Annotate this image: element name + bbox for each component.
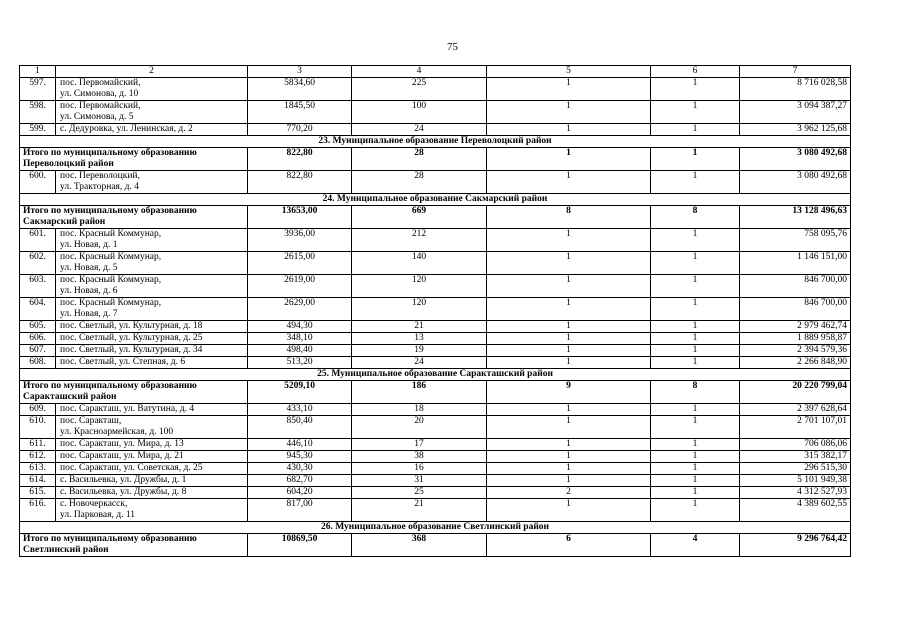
- row-number: 602.: [20, 252, 56, 275]
- cell-line: ул. Парковая, д. 11: [60, 510, 135, 520]
- cost-cell: 5 101 949,38: [740, 475, 851, 487]
- address-cell: [56, 463, 248, 475]
- cell-line: пос. Красный Коммунар,: [60, 275, 162, 285]
- count-cell: 1: [651, 345, 740, 357]
- area-cell: 2629,00: [248, 298, 352, 321]
- address-cell: [56, 345, 248, 357]
- table-row: [20, 487, 851, 499]
- area-cell: 430,30: [248, 463, 352, 475]
- cell-line: пос. Светлый, ул. Культурная, д. 34: [60, 345, 203, 355]
- count-cell: 1: [487, 416, 651, 439]
- page-number: 75: [447, 41, 458, 53]
- cost-cell: 2 394 579,36: [740, 345, 851, 357]
- table-row: [20, 439, 851, 451]
- area-cell: 13653,00: [248, 206, 352, 229]
- residents-cell: 20: [352, 416, 487, 439]
- header-cell: 4: [352, 66, 487, 78]
- cost-cell: 1 146 151,00: [740, 252, 851, 275]
- count-cell: 1: [651, 298, 740, 321]
- address-cell: [56, 487, 248, 499]
- cost-cell: 2 979 462,74: [740, 321, 851, 333]
- cell-line: Сакмарский район: [23, 217, 106, 227]
- count-cell: 1: [651, 78, 740, 101]
- table-row: [20, 475, 851, 487]
- count-cell: 1: [487, 357, 651, 369]
- area-cell: 10869,50: [248, 534, 352, 557]
- row-number: 604.: [20, 298, 56, 321]
- cell-line: пос. Саракташ, ул. Советская, д. 25: [60, 463, 203, 473]
- count-cell: 1: [651, 487, 740, 499]
- cost-cell: 20 220 799,04: [740, 381, 851, 404]
- table-row: [20, 124, 851, 136]
- cell-line: Переволоцкий район: [23, 159, 114, 169]
- table-row: [20, 252, 851, 275]
- cost-cell: 1 889 958,87: [740, 333, 851, 345]
- residents-cell: 16: [352, 463, 487, 475]
- area-cell: 433,10: [248, 404, 352, 416]
- residents-cell: 186: [352, 381, 487, 404]
- count-cell: 1: [487, 78, 651, 101]
- area-cell: 822,80: [248, 148, 352, 171]
- header-cell: 5: [487, 66, 651, 78]
- row-number: 599.: [20, 124, 56, 136]
- table-row: [20, 101, 851, 124]
- cell-line: ул. Красноармейская, д. 100: [60, 427, 174, 437]
- residents-cell: 120: [352, 275, 487, 298]
- residents-cell: 25: [352, 487, 487, 499]
- cost-cell: 3 094 387,27: [740, 101, 851, 124]
- area-cell: 770,20: [248, 124, 352, 136]
- total-row: [20, 534, 851, 557]
- address-cell: [56, 333, 248, 345]
- cost-cell: 2 701 107,01: [740, 416, 851, 439]
- section-header-row: [20, 522, 851, 534]
- area-cell: 494,30: [248, 321, 352, 333]
- row-number: 613.: [20, 463, 56, 475]
- row-number: 603.: [20, 275, 56, 298]
- cell-line: пос. Красный Коммунар,: [60, 229, 162, 239]
- count-cell: 1: [487, 171, 651, 194]
- residents-cell: 18: [352, 404, 487, 416]
- total-label: [20, 534, 248, 557]
- address-cell: [56, 171, 248, 194]
- cell-line: пос. Красный Коммунар,: [60, 252, 162, 262]
- cell-line: пос. Саракташ,: [60, 416, 122, 426]
- table-row: [20, 463, 851, 475]
- cost-cell: 3 080 492,68: [740, 171, 851, 194]
- count-cell: 1: [487, 333, 651, 345]
- row-number: 612.: [20, 451, 56, 463]
- cell-line: ул. Новая, д. 7: [60, 309, 118, 319]
- cell-line: ул. Новая, д. 5: [60, 263, 118, 273]
- count-cell: 1: [651, 148, 740, 171]
- residents-cell: 24: [352, 357, 487, 369]
- address-cell: [56, 275, 248, 298]
- cell-line: с. Новочеркасск,: [60, 499, 128, 509]
- count-cell: 8: [487, 206, 651, 229]
- total-label: [20, 148, 248, 171]
- total-row: [20, 148, 851, 171]
- cell-line: пос. Светлый, ул. Культурная, д. 25: [60, 333, 203, 343]
- cell-line: пос. Первомайский,: [60, 78, 141, 88]
- address-cell: [56, 439, 248, 451]
- cost-cell: 9 296 764,42: [740, 534, 851, 557]
- section-title: 23. Муниципальное образование Переволоцкий район: [20, 136, 851, 148]
- count-cell: 9: [487, 381, 651, 404]
- count-cell: 1: [651, 321, 740, 333]
- count-cell: 1: [487, 439, 651, 451]
- residents-cell: 38: [352, 451, 487, 463]
- area-cell: 5834,60: [248, 78, 352, 101]
- cell-line: ул. Новая, д. 6: [60, 286, 118, 296]
- cost-cell: 706 086,06: [740, 439, 851, 451]
- address-cell: [56, 357, 248, 369]
- address-cell: [56, 499, 248, 522]
- row-number: 615.: [20, 487, 56, 499]
- cell-line: Итого по муниципальному образованию: [23, 148, 197, 158]
- header-cell: 7: [740, 66, 851, 78]
- cell-line: Итого по муниципальному образованию: [23, 206, 197, 216]
- address-cell: [56, 451, 248, 463]
- cell-line: пос. Светлый, ул. Культурная, д. 18: [60, 321, 203, 331]
- area-cell: 446,10: [248, 439, 352, 451]
- cell-line: Итого по муниципальному образованию: [23, 381, 197, 391]
- address-cell: [56, 252, 248, 275]
- cost-cell: 2 397 628,64: [740, 404, 851, 416]
- count-cell: 1: [651, 404, 740, 416]
- count-cell: 1: [651, 333, 740, 345]
- cell-line: ул. Новая, д. 1: [60, 240, 118, 250]
- row-number: 611.: [20, 439, 56, 451]
- residents-cell: 19: [352, 345, 487, 357]
- address-cell: [56, 404, 248, 416]
- cell-line: Саракташский район: [23, 392, 117, 402]
- count-cell: 1: [651, 275, 740, 298]
- table-row: [20, 357, 851, 369]
- total-row: [20, 206, 851, 229]
- header-cell: 3: [248, 66, 352, 78]
- count-cell: 1: [487, 451, 651, 463]
- area-cell: 945,30: [248, 451, 352, 463]
- section-header-row: [20, 136, 851, 148]
- count-cell: 1: [651, 124, 740, 136]
- count-cell: 1: [487, 463, 651, 475]
- cell-line: Итого по муниципальному образованию: [23, 534, 197, 544]
- address-cell: [56, 101, 248, 124]
- cell-line: ул. Тракторная, д. 4: [60, 182, 140, 192]
- section-title: 24. Муниципальное образование Сакмарский район: [20, 194, 851, 206]
- cell-line: Светлинский район: [23, 545, 109, 555]
- count-cell: 1: [487, 345, 651, 357]
- count-cell: 1: [651, 101, 740, 124]
- cost-cell: 315 382,17: [740, 451, 851, 463]
- cost-cell: 758 095,76: [740, 229, 851, 252]
- housing-table: [19, 65, 851, 557]
- cost-cell: 296 515,30: [740, 463, 851, 475]
- area-cell: 3936,00: [248, 229, 352, 252]
- count-cell: 1: [487, 101, 651, 124]
- area-cell: 5209,10: [248, 381, 352, 404]
- area-cell: 682,70: [248, 475, 352, 487]
- count-cell: 1: [651, 451, 740, 463]
- total-row: [20, 381, 851, 404]
- area-cell: 513,20: [248, 357, 352, 369]
- area-cell: 817,00: [248, 499, 352, 522]
- table-row: [20, 321, 851, 333]
- count-cell: 1: [651, 357, 740, 369]
- table-row: [20, 275, 851, 298]
- count-cell: 1: [651, 499, 740, 522]
- row-number: 606.: [20, 333, 56, 345]
- address-cell: [56, 321, 248, 333]
- area-cell: 498,40: [248, 345, 352, 357]
- cell-line: пос. Саракташ, ул. Ватутина, д. 4: [60, 404, 195, 414]
- area-cell: 822,80: [248, 171, 352, 194]
- residents-cell: 669: [352, 206, 487, 229]
- area-cell: 348,10: [248, 333, 352, 345]
- cost-cell: 3 080 492,68: [740, 148, 851, 171]
- row-number: 605.: [20, 321, 56, 333]
- header-row: [20, 66, 851, 78]
- cell-line: с. Дедуровка, ул. Ленинская, д. 2: [60, 124, 193, 134]
- section-title: 26. Муниципальное образование Светлинский район: [20, 522, 851, 534]
- address-cell: [56, 475, 248, 487]
- row-number: 600.: [20, 171, 56, 194]
- area-cell: 2615,00: [248, 252, 352, 275]
- row-number: 608.: [20, 357, 56, 369]
- residents-cell: 100: [352, 101, 487, 124]
- address-cell: [56, 78, 248, 101]
- row-number: 616.: [20, 499, 56, 522]
- address-cell: [56, 229, 248, 252]
- cost-cell: 2 266 848,90: [740, 357, 851, 369]
- residents-cell: 140: [352, 252, 487, 275]
- count-cell: 1: [487, 499, 651, 522]
- row-number: 607.: [20, 345, 56, 357]
- cost-cell: 3 962 125,68: [740, 124, 851, 136]
- row-number: 601.: [20, 229, 56, 252]
- residents-cell: 120: [352, 298, 487, 321]
- address-cell: [56, 298, 248, 321]
- residents-cell: 368: [352, 534, 487, 557]
- cell-line: ул. Симонова, д. 5: [60, 112, 134, 122]
- header-cell: 1: [20, 66, 56, 78]
- table-row: [20, 416, 851, 439]
- cost-cell: 846 700,00: [740, 275, 851, 298]
- count-cell: 1: [651, 416, 740, 439]
- area-cell: 604,20: [248, 487, 352, 499]
- residents-cell: 21: [352, 499, 487, 522]
- cell-line: пос. Саракташ, ул. Мира, д. 13: [60, 439, 184, 449]
- table-row: [20, 451, 851, 463]
- residents-cell: 24: [352, 124, 487, 136]
- area-cell: 850,40: [248, 416, 352, 439]
- count-cell: 1: [487, 275, 651, 298]
- cell-line: пос. Саракташ, ул. Мира, д. 21: [60, 451, 184, 461]
- count-cell: 1: [651, 229, 740, 252]
- count-cell: 2: [487, 487, 651, 499]
- row-number: 609.: [20, 404, 56, 416]
- header-cell: 6: [651, 66, 740, 78]
- count-cell: 1: [487, 321, 651, 333]
- cell-line: с. Васильевка, ул. Дружбы, д. 1: [60, 475, 187, 485]
- count-cell: 1: [487, 298, 651, 321]
- count-cell: 1: [487, 252, 651, 275]
- cost-cell: 4 312 527,93: [740, 487, 851, 499]
- cost-cell: 4 389 602,55: [740, 499, 851, 522]
- row-number: 610.: [20, 416, 56, 439]
- total-label: [20, 206, 248, 229]
- residents-cell: 17: [352, 439, 487, 451]
- table-row: [20, 499, 851, 522]
- table-row: [20, 345, 851, 357]
- cell-line: пос. Первомайский,: [60, 101, 141, 111]
- cell-line: с. Васильевка, ул. Дружбы, д. 8: [60, 487, 187, 497]
- count-cell: 4: [651, 534, 740, 557]
- count-cell: 8: [651, 206, 740, 229]
- cost-cell: 13 128 496,63: [740, 206, 851, 229]
- count-cell: 1: [487, 229, 651, 252]
- section-title: 25. Муниципальное образование Саракташский район: [20, 369, 851, 381]
- cost-cell: 8 716 028,58: [740, 78, 851, 101]
- row-number: 598.: [20, 101, 56, 124]
- residents-cell: 225: [352, 78, 487, 101]
- cost-cell: 846 700,00: [740, 298, 851, 321]
- count-cell: 6: [487, 534, 651, 557]
- header-cell: 2: [56, 66, 248, 78]
- address-cell: [56, 416, 248, 439]
- residents-cell: 21: [352, 321, 487, 333]
- cell-line: пос. Переволоцкий,: [60, 171, 140, 181]
- table-row: [20, 78, 851, 101]
- row-number: 597.: [20, 78, 56, 101]
- count-cell: 1: [651, 252, 740, 275]
- section-header-row: [20, 194, 851, 206]
- table-row: [20, 171, 851, 194]
- address-cell: [56, 124, 248, 136]
- total-label: [20, 381, 248, 404]
- residents-cell: 28: [352, 148, 487, 171]
- count-cell: 8: [651, 381, 740, 404]
- count-cell: 1: [487, 475, 651, 487]
- table-row: [20, 229, 851, 252]
- row-number: 614.: [20, 475, 56, 487]
- table-row: [20, 298, 851, 321]
- residents-cell: 31: [352, 475, 487, 487]
- table-row: [20, 404, 851, 416]
- residents-cell: 212: [352, 229, 487, 252]
- cell-line: пос. Светлый, ул. Степная, д. 6: [60, 357, 186, 367]
- cell-line: пос. Красный Коммунар,: [60, 298, 162, 308]
- section-header-row: [20, 369, 851, 381]
- count-cell: 1: [487, 124, 651, 136]
- count-cell: 1: [651, 439, 740, 451]
- cell-line: ул. Симонова, д. 10: [60, 89, 139, 99]
- area-cell: 2619,00: [248, 275, 352, 298]
- count-cell: 1: [651, 475, 740, 487]
- table-row: [20, 333, 851, 345]
- count-cell: 1: [651, 171, 740, 194]
- residents-cell: 28: [352, 171, 487, 194]
- count-cell: 1: [651, 463, 740, 475]
- count-cell: 1: [487, 148, 651, 171]
- residents-cell: 13: [352, 333, 487, 345]
- count-cell: 1: [487, 404, 651, 416]
- area-cell: 1845,50: [248, 101, 352, 124]
